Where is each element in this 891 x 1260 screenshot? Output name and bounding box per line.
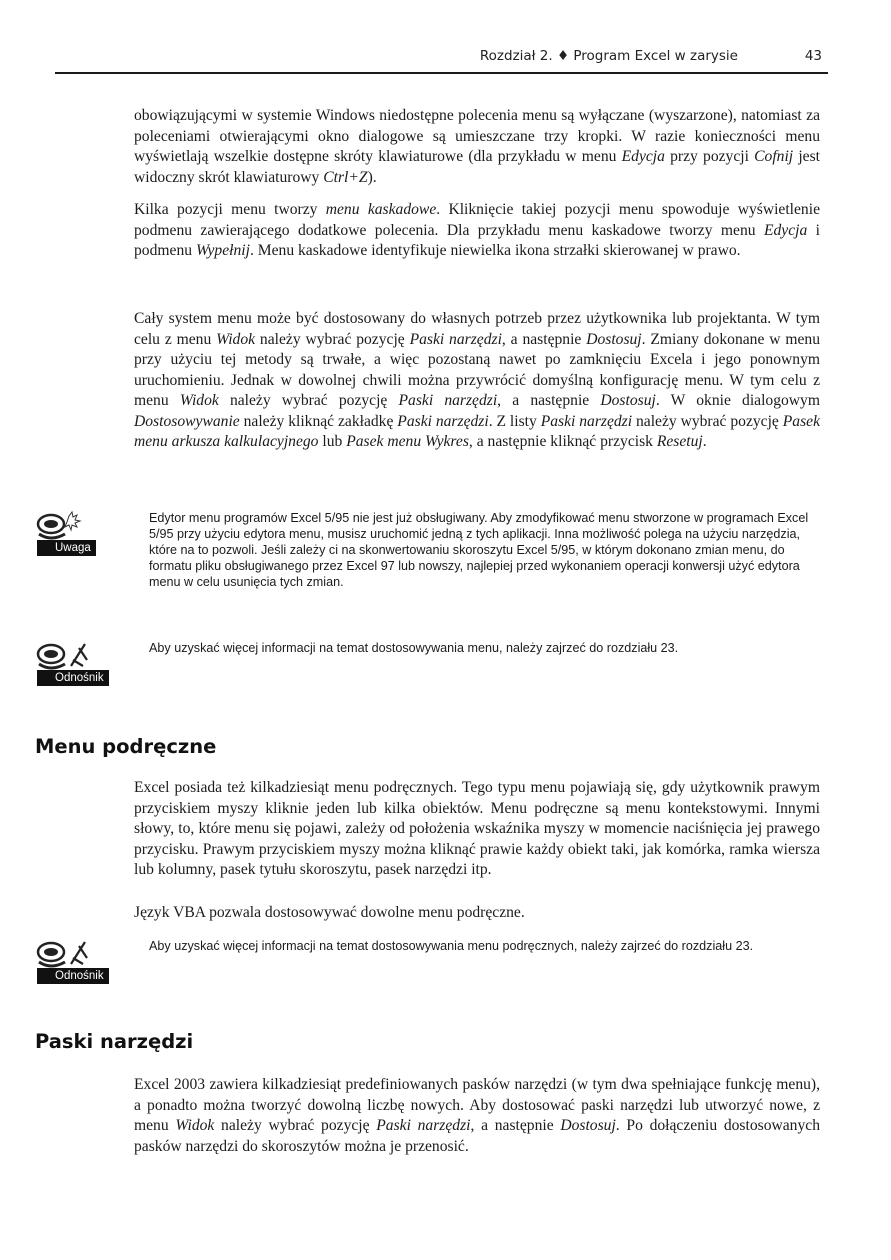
paragraph-context-menus: Excel posiada też kilkadziesiąt menu podręcznych. Tego typu menu pojawiają się, gdy użytkownik prawym przyciskiem myszy kliknie jeden lub kilka obiektów. Menu podręczne są menu kontekstowymi. Innymi słowy, to, które menu się pojawi, zależy od położenia wskaźnika myszy w momencie naciśnięcia jej prawego przycisku. Prawym przyciskiem myszy można kliknąć prawie każdy obiekt taki, jak komórka, ramka wiersza lub kolumny, pasek tytułu skoroszytu, pasek narzędzi itp. <box>134 779 820 878</box>
paragraph-menu-conventions: obowiązującymi w systemie Windows niedostępne polecenia menu są wyłączane (wyszarzone), natomiast za poleceniami otwierającymi okno dialogowe są umieszczane trzy kropki. W razie konieczności menu wyświetlają wszelkie dostępne skróty klawiaturowe (dla przykładu w menu Edycja przy pozycji Cofnij jest widoczny skrót klawiaturowy Ctrl+Z). <box>134 107 820 186</box>
warning-note-text: Edytor menu programów Excel 5/95 nie jest już obsługiwany. Aby zmodyfikować menu stworzone w programach Excel 5/95 przy użyciu edytora menu, musisz uruchomić jedną z tych aplikacji. Inna możliwość polega na użyciu narzędzia, które na to pozwoli. Jeśli zależy ci na skonwertowaniu skoroszytu Excel 5/95, w którym dokonano zmian menu, do formatu pliku obsługiwanego przez Excel 97 lub nowszy, najlepiej przed wykonaniem operacji konwersji użyć edytora menu w celu usunięcia tych zmian. <box>149 511 809 589</box>
reference-note-1-text: Aby uzyskać więcej informacji na temat dostosowywania menu, należy zajrzeć do rozdziału 23. <box>149 641 679 655</box>
page-number: 43 <box>804 48 822 64</box>
reference-note-2-icon <box>35 938 145 990</box>
paragraph-toolbars: Excel 2003 zawiera kilkadziesiąt predefiniowanych pasków narzędzi (w tym dwa spełniające funkcję menu), a ponadto można tworzyć dowolną liczbę nowych. Aby dostosować paski narzędzi lub utworzyć nowe, z menu Widok należy wybrać pozycję Paski narzędzi, a następnie Dostosuj. Po dołączeniu dostosowanych pasków narzędzi do skoroszytów można je przenosić. <box>134 1076 820 1155</box>
warning-note-icon <box>35 510 145 562</box>
warning-note-label: Uwaga <box>37 540 96 556</box>
reference-note-2-text: Aby uzyskać więcej informacji na temat dostosowywania menu podręcznych, należy zajrzeć do rozdziału 23. <box>149 939 754 953</box>
reference-note-2-label: Odnośnik <box>37 968 109 984</box>
paragraph-vba-context-menus: Język VBA pozwala dostosowywać dowolne menu podręczne. <box>134 904 525 921</box>
paragraph-cascading-menus: Kilka pozycji menu tworzy menu kaskadowe. Kliknięcie takiej pozycji menu spowoduje wyświetlenie podmenu zawierającego dodatkowe polecenia. Dla przykładu menu kaskadowe tworzy menu Edycja i podmenu Wypełnij. Menu kaskadowe identyfikuje niewielka ikona strzałki skierowanej w prawo. <box>134 201 820 259</box>
reference-note-1-label: Odnośnik <box>37 670 109 686</box>
heading-context-menus: Menu podręczne <box>35 735 217 758</box>
running-title: Rozdział 2. ♦ Program Excel w zarysie <box>479 48 738 64</box>
running-header <box>55 42 828 74</box>
reference-note-1-icon <box>35 640 145 692</box>
paragraph-customize-menus: Cały system menu może być dostosowany do własnych potrzeb przez użytkownika lub projektanta. W tym celu z menu Widok należy wybrać pozycję Paski narzędzi, a następnie Dostosuj. Zmiany dokonane w menu przy użyciu tej metody są trwałe, a więc pozostaną nawet po zamknięciu Excela i jego ponownym uruchomieniu. Jednak w dowolnej chwili można przywrócić domyślną konfigurację menu. W tym celu z menu Widok należy wybrać pozycję Paski narzędzi, a następnie Dostosuj. W oknie dialogowym Dostosowywanie należy kliknąć zakładkę Paski narzędzi. Z listy Paski narzędzi należy wybrać pozycję Pasek menu arkusza kalkulacyjnego lub Pasek menu Wykres, a następnie kliknąć przycisk Resetuj. <box>134 310 820 450</box>
heading-toolbars: Paski narzędzi <box>35 1030 194 1053</box>
